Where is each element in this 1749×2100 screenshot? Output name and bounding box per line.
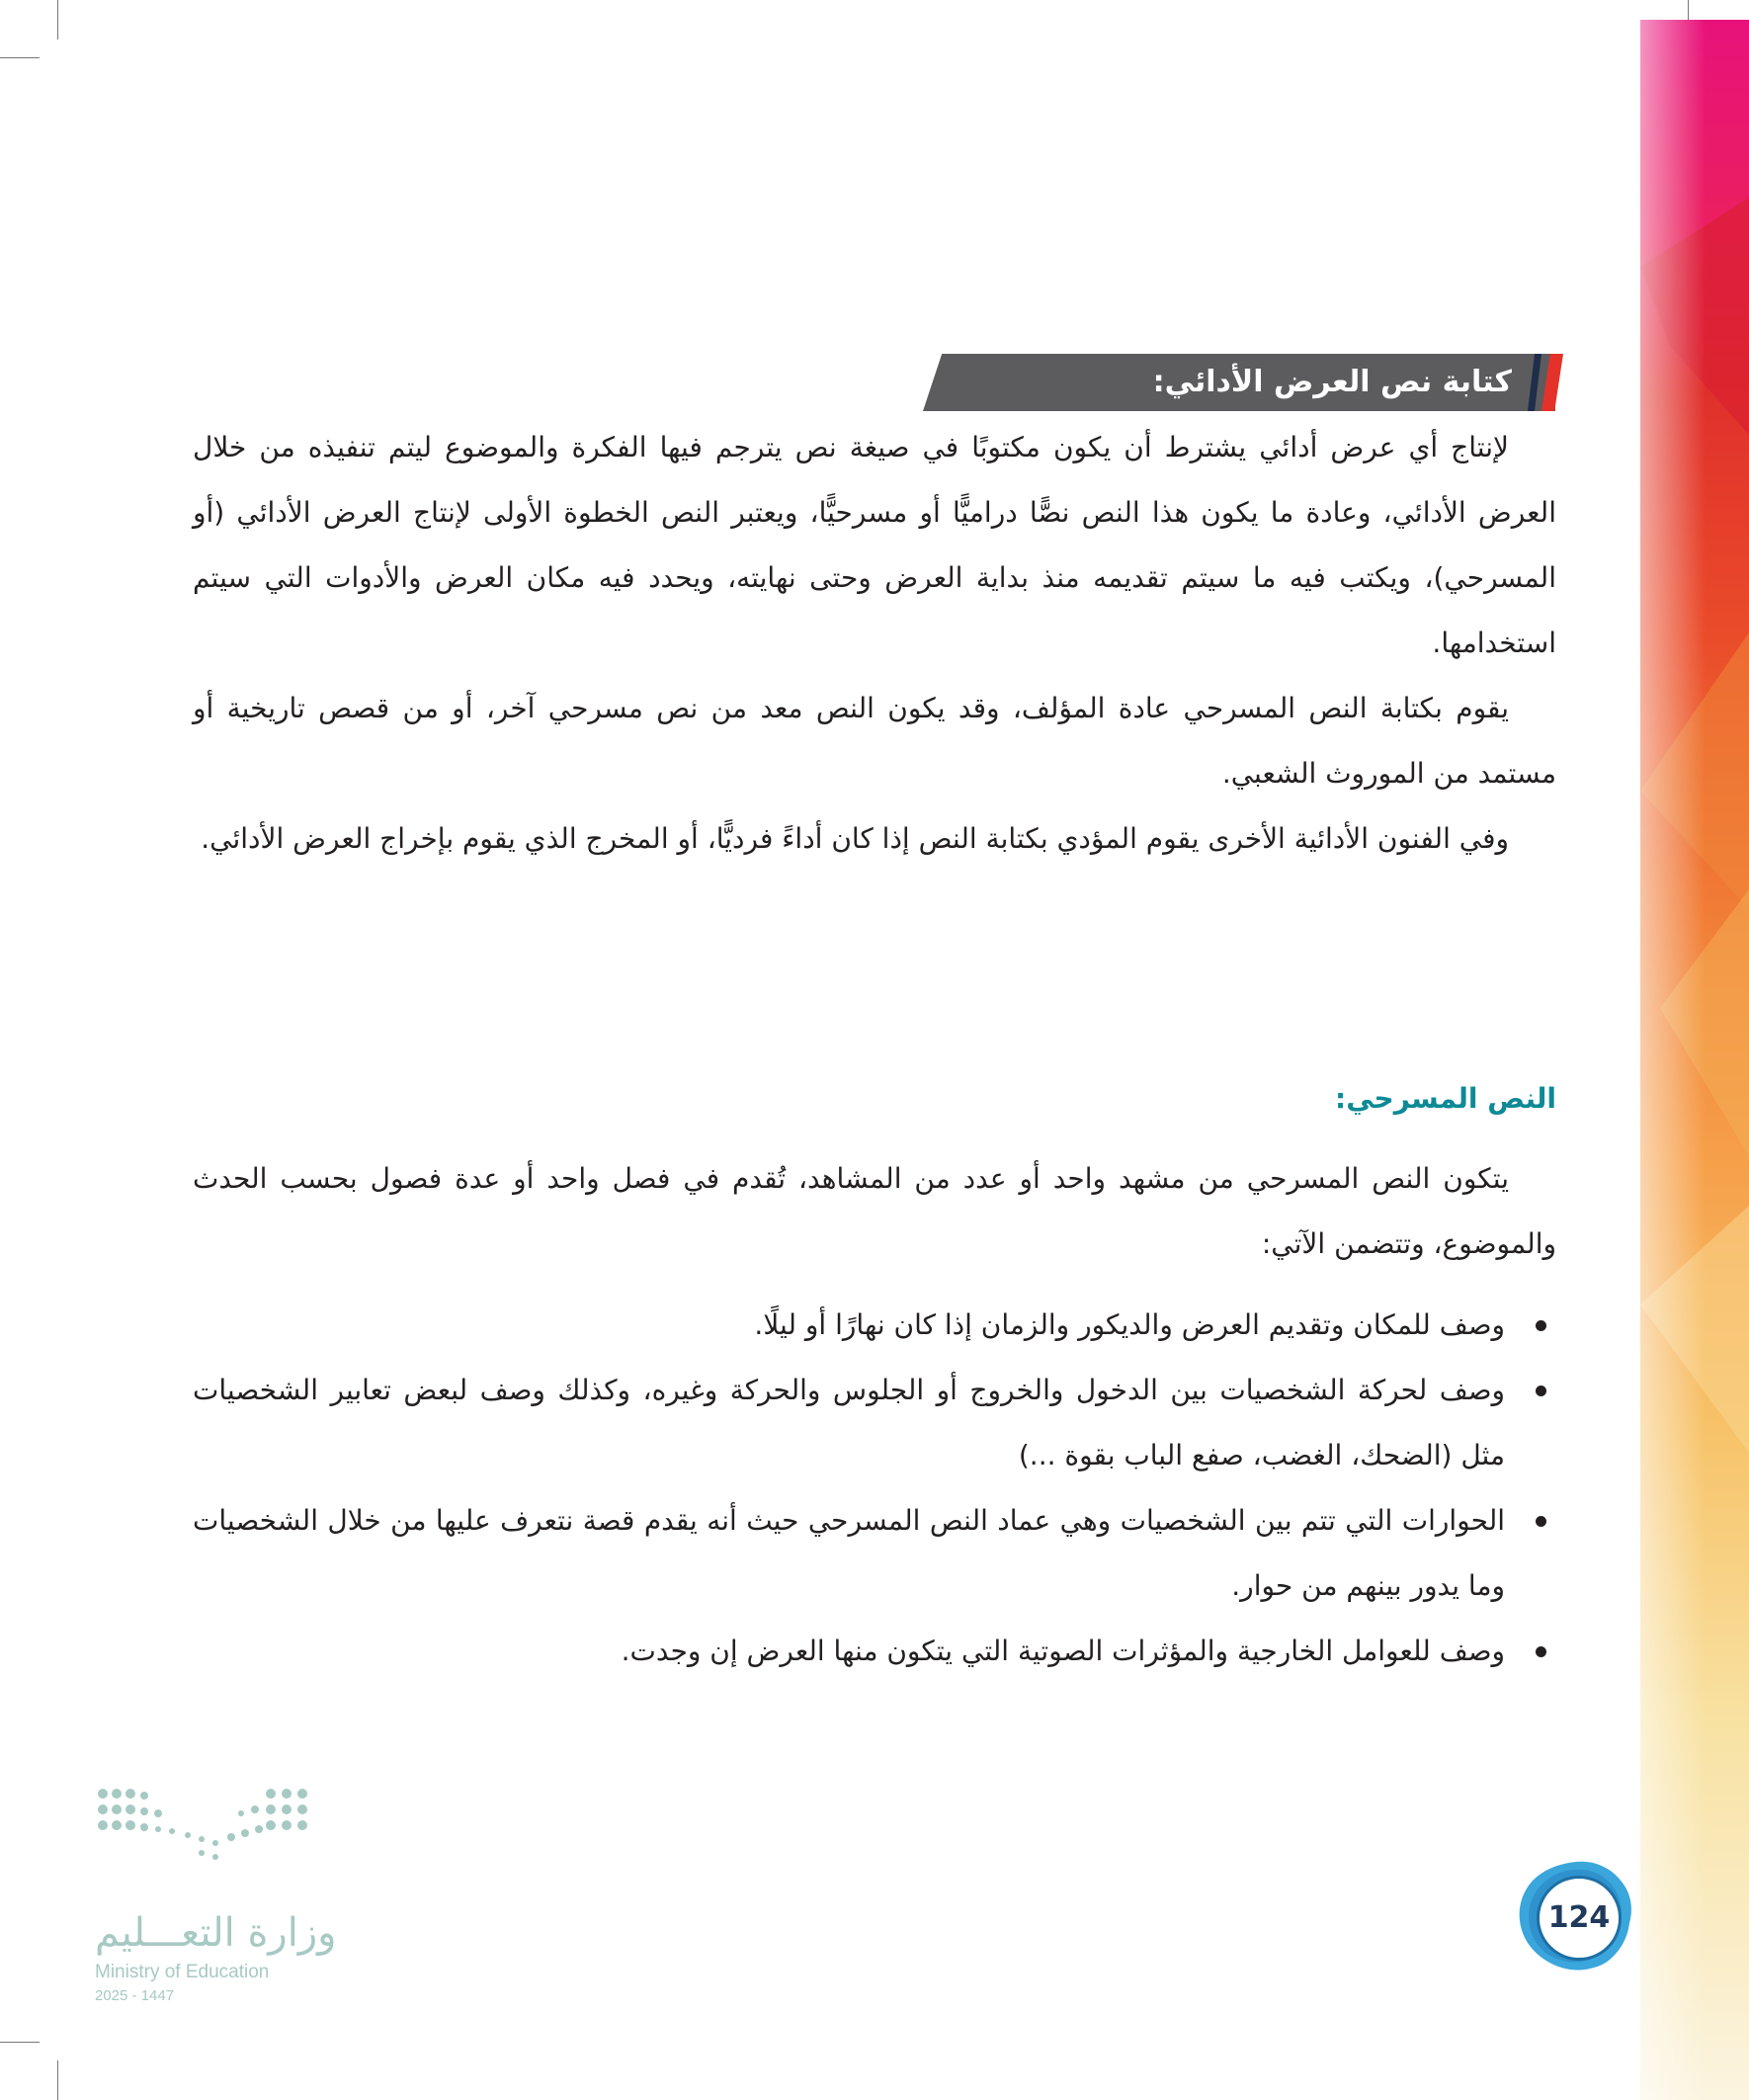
list-item (193, 1488, 1556, 1619)
section-heading: كتابة نص العرض الأدائي: (1152, 365, 1512, 399)
page-number: 124 (1537, 1876, 1622, 1961)
bullet-icon (1536, 1320, 1546, 1331)
crop-mark (0, 2042, 40, 2043)
ministry-logo (93, 1774, 337, 2004)
paragraph: يقوم بكتابة النص المسرحي عادة المؤلف، وقد يكون النص معد من نص مسرحي آخر، أو من قصص تاريخية أو مستمد من الموروث الشعبي. (193, 692, 1556, 790)
sub-text (193, 1146, 1556, 1277)
list-item-text: الحوارات التي تتم بين الشخصيات وهي عماد النص المسرحي حيث أنه يقدم قصة نتعرف عليها من خلال الشخصيات وما يدور بينهم من حوار. (193, 1504, 1505, 1602)
list-item (193, 1619, 1556, 1684)
list-item (193, 1293, 1556, 1358)
bullet-icon (1536, 1646, 1546, 1657)
crop-mark (57, 2060, 58, 2100)
subheading: النص المسرحي: (1335, 1082, 1556, 1115)
crop-mark (57, 0, 58, 40)
page-number-badge (1517, 1858, 1635, 1973)
edition-year: 2025 - 1447 (95, 1987, 175, 2004)
paragraph: يتكون النص المسرحي من مشهد واحد أو عدد من المشاهد، تُقدم في فصل واحد أو عدة فصول بحسب الحدث والموضوع، وتتضمن الآتي: (193, 1162, 1556, 1260)
list-item-text: وصف لحركة الشخصيات بين الدخول والخروج أو الجلوس والحركة وغيره، وكذلك وصف لبعض تعابير الشخصيات مثل (الضحك، الغضب، صفع الباب بقوة ...) (193, 1374, 1505, 1471)
bullet-icon (1536, 1386, 1546, 1396)
ministry-name-en: Ministry of Education (95, 1962, 270, 1982)
paragraph: وفي الفنون الأدائية الأخرى يقوم المؤدي بكتابة النص إذا كان أداءً فرديًّا، أو المخرج الذي يقوم بإخراج العرض الأدائي. (201, 822, 1509, 855)
list-item-text: وصف للمكان وتقديم العرض والديكور والزمان إذا كان نهارًا أو ليلًا. (754, 1308, 1505, 1341)
paragraph: لإنتاج أي عرض أدائي يشترط أن يكون مكتوبًا في صيغة نص يترجم فيها الفكرة والموضوع ليتم تنفيذه من خلال العرض الأدائي، وعادة ما يكون هذا النص نصًّا دراميًّا أو مسرحيًّا، ويعتبر النص الخطوة الأولى لإنتاج العرض الأدائي (أو المسرحي)، ويكتب فيه ما سيتم تقديمه منذ بداية العرض وحتى نهايته، ويحدد فيه مكان العرض والأدوات التي سيتم استخدامها. (193, 431, 1556, 659)
logo-dots-icon (93, 1774, 312, 1902)
bullet-list (193, 1293, 1556, 1684)
band-fade (1640, 20, 1749, 2100)
bullet-icon (1536, 1516, 1546, 1527)
list-item-text: وصف للعوامل الخارجية والمؤثرات الصوتية التي يتكون منها العرض إن وجدت. (621, 1635, 1505, 1667)
list-item (193, 1358, 1556, 1488)
intro-text (193, 415, 1556, 872)
ministry-name-ar: وزارة التعـــليم (95, 1910, 337, 1956)
crop-mark (0, 57, 40, 58)
